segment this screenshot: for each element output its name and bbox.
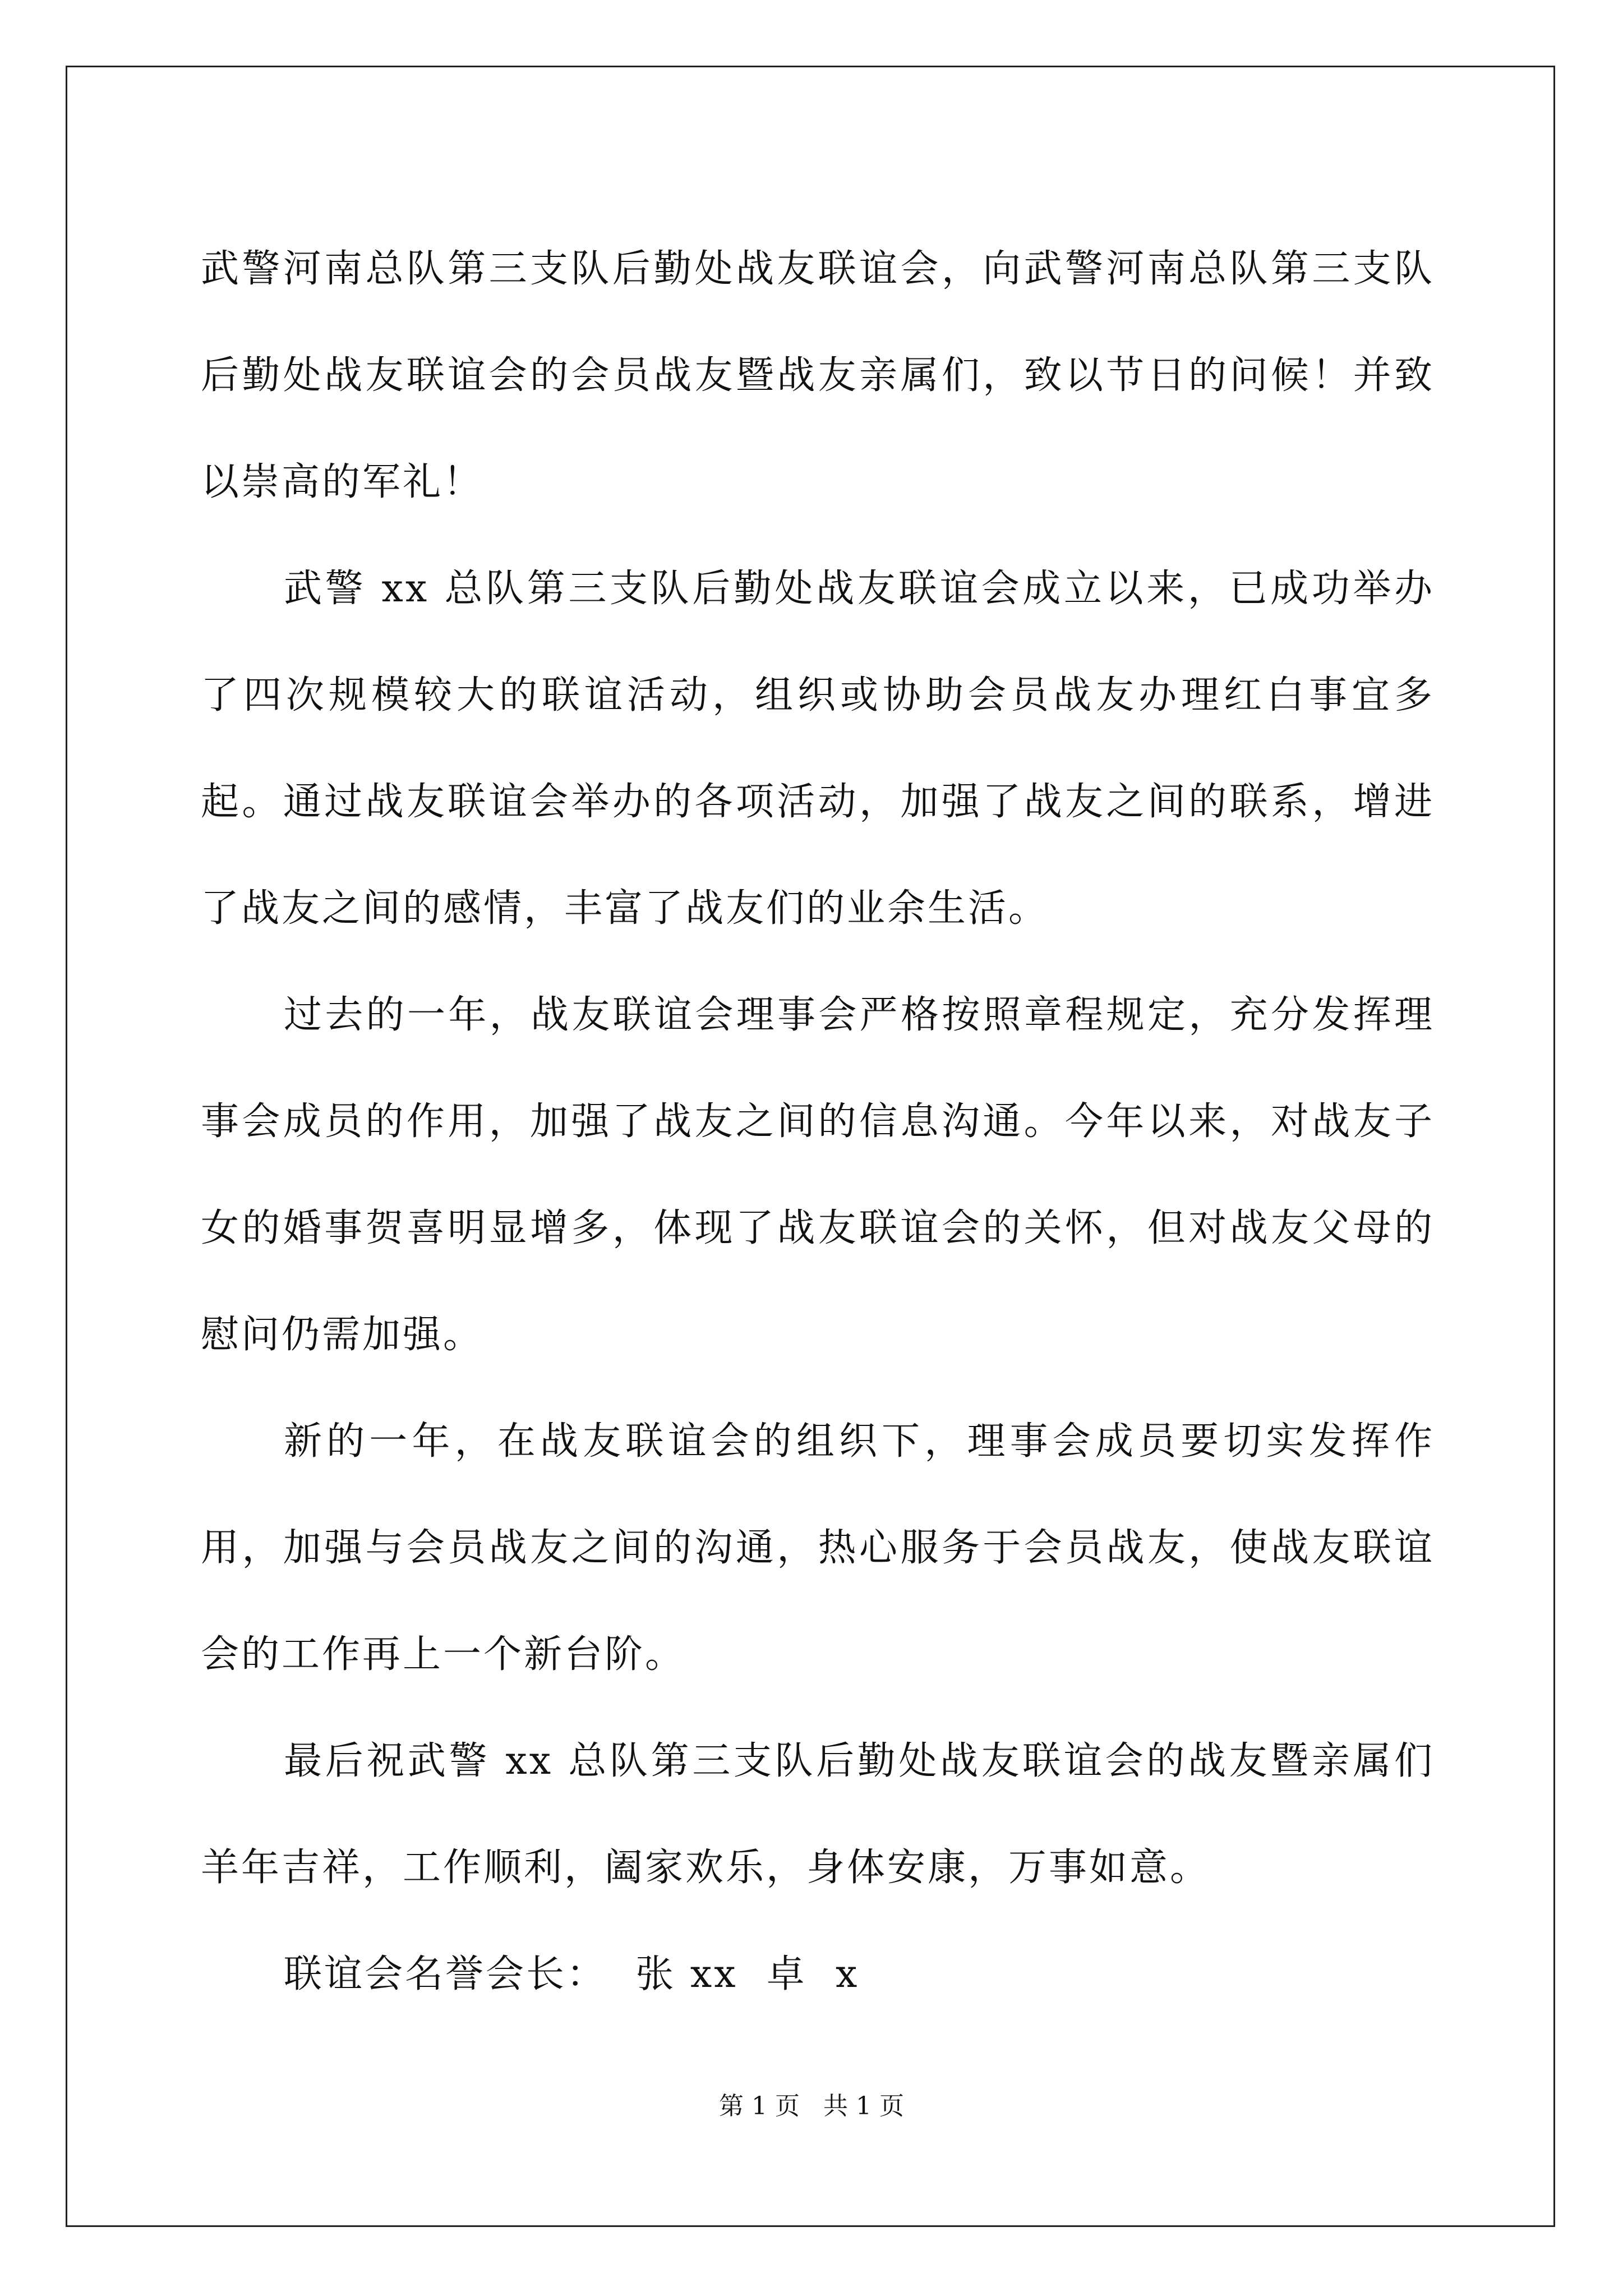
paragraph-history: 武警 xx 总队第三支队后勤处战友联谊会成立以来，已成功举办了四次规模较大的联谊活动，组织或协助会员战友办理红白事宜多起。通过战友联谊会举办的各项活动，加强了战友之间的联系，增进了战友之间的感情，丰富了战友们的业余生活。 xyxy=(201,567,1435,931)
document-body xyxy=(201,216,1435,2028)
paragraph-past-year: 过去的一年，战友联谊会理事会严格按照章程规定，充分发挥理事会成员的作用，加强了战友之间的信息沟通。今年以来，对战友子女的婚事贺喜明显增多，体现了战友联谊会的关怀，但对战友父母的慰问仍需加强。 xyxy=(201,993,1435,1357)
signature-line: 联谊会名誉会长： 张 xx 卓 x xyxy=(284,1952,860,1996)
paragraph-greeting: 武警河南总队第三支队后勤处战友联谊会，向武警河南总队第三支队后勤处战友联谊会的会员战友暨战友亲属们，致以节日的问候！并致以崇高的军礼！ xyxy=(201,247,1435,504)
paragraph-wishes: 最后祝武警 xx 总队第三支队后勤处战友联谊会的战友暨亲属们羊年吉祥，工作顺利，阖家欢乐，身体安康，万事如意。 xyxy=(201,1739,1435,1890)
paragraph-new-year: 新的一年，在战友联谊会的组织下，理事会成员要切实发挥作用，加强与会员战友之间的沟通，热心服务于会员战友，使战友联谊会的工作再上一个新台阶。 xyxy=(201,1419,1435,1677)
page-footer: 第 1 页 共 1 页 xyxy=(719,2092,904,2120)
